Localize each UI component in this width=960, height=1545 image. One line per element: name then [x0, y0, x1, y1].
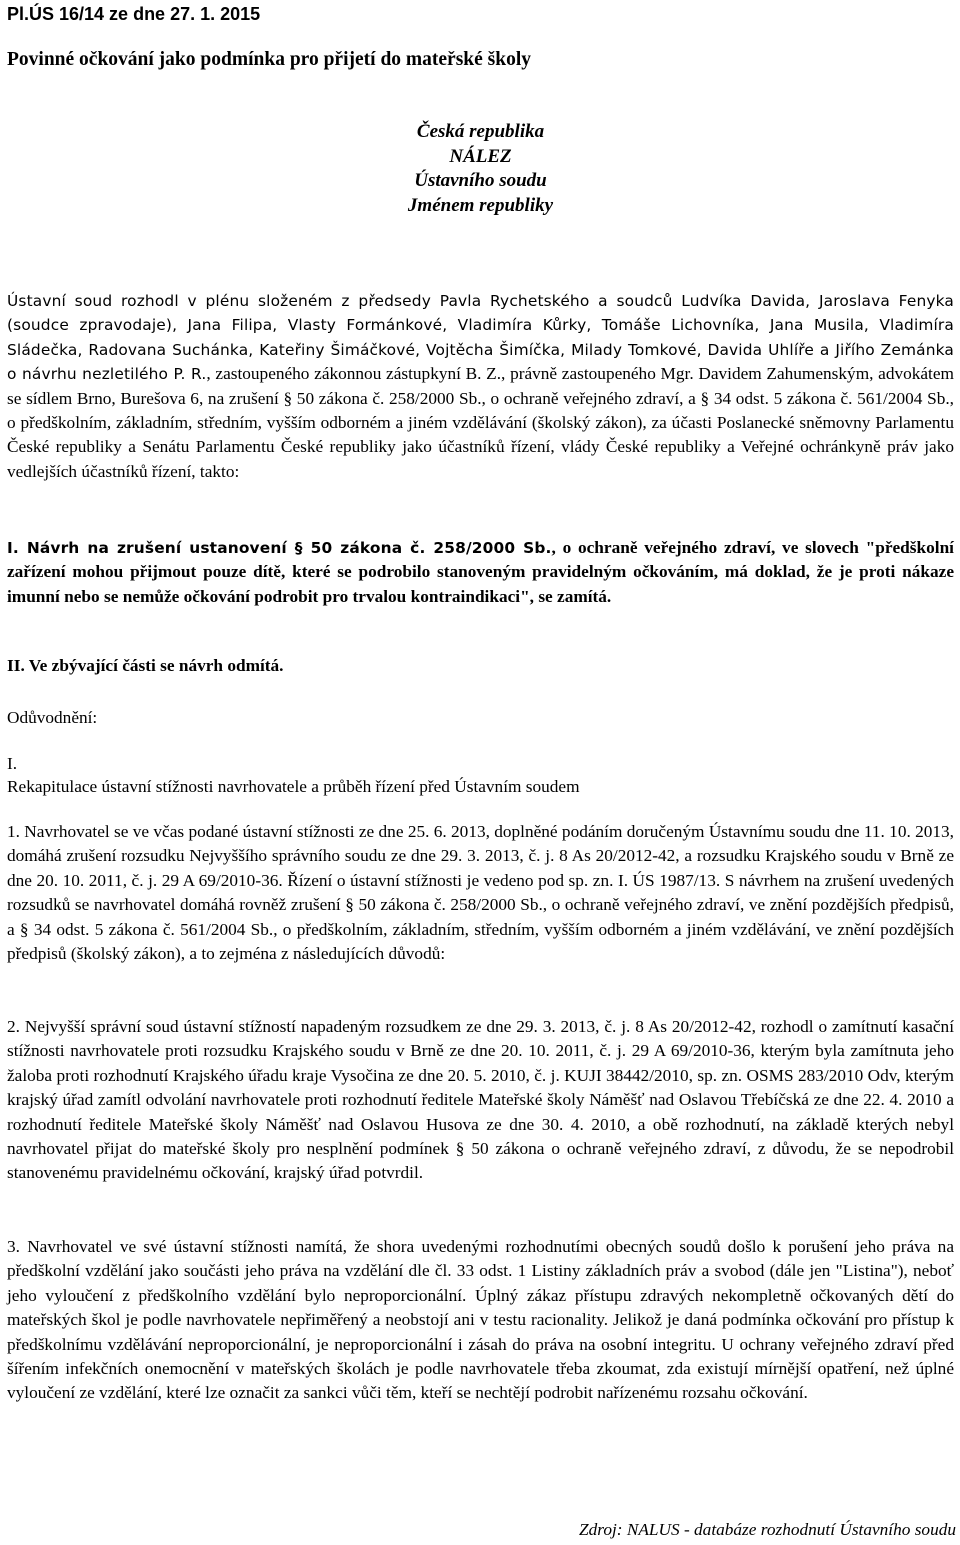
- paragraph-2: 2. Nejvyšší správní soud ústavní stížností napadeným rozsudkem ze dne 29. 3. 2013, č. j. 8 As 20/2012-42, rozhodl o zamítnutí kasační stížnosti navrhovatele proti rozsudku Krajského soudu v Brně ze dne 20. 10. 2011, č. j. 29 A 69/2010-36, kterým byla zamítnuta jeho žaloba proti rozhodnutí Krajského úřadu kraje Vysočina ze dne 20. 5. 2010, č. j. KUJI 38442/2010, sp. zn. OSMS 283/2010 Odv, kterým krajský úřad zamítl odvolání navrhovatele proti rozhodnutí ředitele Mateřské školy Náměšť nad Oslavou Třebíčská ze dne 22. 4. 2010 a rozhodnutí ředitele Mateřské školy Náměšť nad Oslavou Husova ze dne 30. 4. 2010, a obě rozhodnutí, na základě kterých nebyl navrhovatel přijat do mateřské školy pro nesplnění podmínek § 50 zákona o ochraně veřejného zdraví, z důvodu, že se nepodrobil stanovenému pravidelnému očkování, krajský úřad potvrdil.: [7, 1017, 954, 1183]
- document-title: Povinné očkování jako podmínka pro přijetí do mateřské školy: [7, 49, 532, 70]
- parties-paragraph: [7, 289, 954, 484]
- paragraph-1: 1. Navrhovatel se ve včas podané ústavní stížnosti ze dne 25. 6. 2013, doplněné podáním doručeným Ústavnímu soudu dne 11. 10. 2013, domáhá zrušení rozsudku Nejvyššího správního soudu ze dne 29. 3. 2013, č. j. 8 As 20/2012-42, a rozsudku Krajského soudu v Brně ze dne 20. 10. 2011, č. j. 29 A 69/2010-36. Řízení o ústavní stížnosti je vedeno pod sp. zn. I. ÚS 1987/13. S návrhem na zrušení uvedených rozsudků se navrhovatel domáhá rovněž zrušení § 50 zákona č. 258/2000 Sb., o ochraně veřejného zdraví, ve znění pozdějších předpisů, a § 34 odst. 5 zákona č. 561/2004 Sb., o předškolním, základním, středním, vyšším odborném a jiném vzdělávání, ve znění pozdějších předpisů (školský zákon), a to zejména z následujících důvodů:: [7, 822, 954, 964]
- header-country: Česká republika: [416, 121, 545, 142]
- header-ruling-type: NÁLEZ: [449, 145, 512, 167]
- source-footer: Zdroj: NALUS - databáze rozhodnutí Ústavního soudu: [578, 1520, 956, 1539]
- section-number: I.: [7, 754, 18, 773]
- case-reference: Pl.ÚS 16/14 ze dne 27. 1. 2015: [7, 4, 261, 24]
- paragraph-3: 3. Navrhovatel ve své ústavní stížnosti namítá, že shora uvedenými rozhodnutími obecných soudů došlo k porušení jeho práva na předškolní vzdělání jako součásti jeho práva na vzdělání dle čl. 33 odst. 1 Listiny základních práv a svobod (dále jen "Listina"), neboť jeho vyloučení z předškolního vzdělání bylo neproporcionální. Úplný zákaz přístupu zdravých nekompletně očkovaných dětí do mateřských škol je podle navrhovatele nepřiměřený a neobstojí ani v testu racionality. Jelikož je daná podmínka očkování pro přístup k předškolnímu vzdělávání neproporcionální, je neproporcionální i zásah do práva na osobní integritu. U ochrany veřejného zdraví před šířením infekčních onemocnění v mateřských školách je podle navrhovatele třeba zkoumat, zda existují mírnější opatření, než úplné vyloučení ze vzdělání, které lze označit za sankci vůči těm, kteří se nechtějí podrobit nařízenému rozsahu očkování.: [7, 1237, 954, 1403]
- parties-representative: , zastoupeného zákonnou zástupkyní B. Z.: [206, 364, 502, 384]
- header-on-behalf: Jménem republiky: [407, 194, 554, 216]
- parties-composition: Ústavní soud rozhodl v plénu složeném z předsedy Pavla Rychetského a soudců Ludvíka Davida, Jaroslava Fenyka (soudce zpravodaje), Jana Filipa, Vlasty Formánkové, Vladimíra Kůrky, Tomáše Lichovníka, Jana Musila, Vladimíra Sládečka, Radovana Suchánka, Kateřiny Šimáčkové, Vojtěcha Šimíčka, Milady Tomkové, Davida Uhlíře a Jiřího Zemánka o návrhu nezletilého P. R.: [7, 292, 954, 384]
- reasoning-heading: Odůvodnění:: [7, 708, 98, 727]
- ruling-header: [7, 120, 954, 218]
- verdict-point-2: II. Ve zbývající části se návrh odmítá.: [7, 656, 284, 675]
- verdict-point-1: [7, 536, 954, 609]
- verdict-point-1-lead: I. Návrh na zrušení ustanovení § 50 zákona č. 258/2000 Sb.: [7, 539, 552, 557]
- verdict-point-1-text: , o ochraně veřejného zdraví, ve slovech "předškolní zařízení mohou přijmout pouze dítě, které se podrobilo stanoveným pravidelným očkováním, má doklad, že je proti nákaze imunní nebo se nemůže očkování podrobit pro trvalou kontraindikaci", se zamítá.: [7, 538, 954, 606]
- header-court: Ústavního soudu: [414, 170, 547, 191]
- parties-details: , právně zastoupeného Mgr. Davidem Zahumenským, advokátem se sídlem Brno, Burešova 6, na zrušení § 50 zákona č. 258/2000 Sb., o ochraně veřejného zdraví, a § 34 odst. 5 zákona č. 561/2004 Sb., o předškolním, základním, středním, vyšším odborném a jiném vzdělávání (školský zákon), za účasti Poslanecké sněmovny Parlamentu České republiky a Senátu Parlamentu České republiky jako účastníků řízení, vlády České republiky a Veřejné ochránkyně práv jako vedlejších účastníků řízení, takto:: [7, 364, 954, 481]
- section-title: Rekapitulace ústavní stížnosti navrhovatele a průběh řízení před Ústavním soudem: [7, 777, 580, 796]
